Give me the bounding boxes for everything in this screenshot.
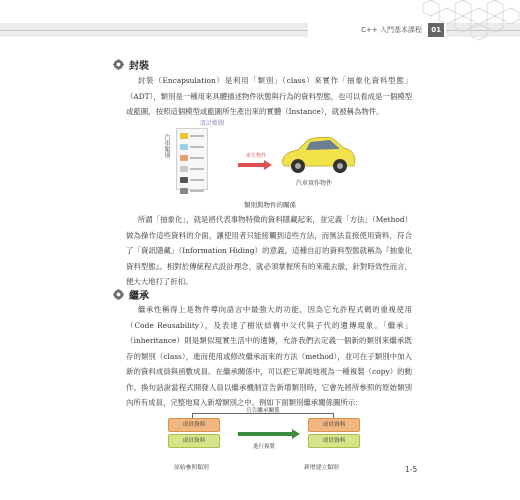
base-member-box: 成員資料 (168, 434, 220, 448)
derived-class-label: 新增建立類別 (304, 465, 339, 471)
inheritance-title: 宣告繼承關係 (246, 408, 280, 414)
section-heading-encapsulation (113, 57, 149, 71)
paragraph: 所謂「抽象化」，就是將代表事物特徵的資料隱藏起來，並定義「方法」（Method）做為操作這些資料的介面，讓使用者只能接觸到這些方法，而無法直接使用資料，符合了「資訊隱藏」（Information Hiding）的意義，這種自訂的資料型態就稱為『抽象化資料型態』。相對於傳統程式設計理念，就必須掌握所有的來龍去脈，針對時效性而言，便大大地打了折扣。 (126, 215, 412, 286)
arrow-right-icon (238, 429, 300, 439)
section-title: 繼承 (129, 290, 149, 302)
running-header (308, 23, 446, 37)
section-title: 封裝 (129, 60, 149, 72)
chapter-badge: 01 (428, 23, 444, 37)
figure-inheritance (168, 406, 360, 471)
figure-class-object (160, 118, 370, 198)
derived-member-box: 成員資料 (308, 418, 360, 432)
class-side-label: 汽車類別 (163, 134, 170, 158)
section-heading-inheritance (113, 287, 149, 301)
base-member-box: 成員資料 (168, 418, 220, 432)
gear-icon (113, 59, 124, 70)
class-label: 設計藍圖 (200, 120, 225, 127)
car-image (278, 128, 358, 178)
arrow-right-icon (238, 160, 272, 170)
paragraph: 封裝（Encapsulation）是利用「類別」（class）來實作「抽象化資料型態」（ADT），類別是一種用來具體描述物件狀態與行為的資料型態，也可以看成是一個模型或藍圖，按照這個模型或藍圖所生產出來的實體（Instance），就被稱為物件。 (126, 76, 412, 116)
class-blueprint-card (176, 128, 208, 190)
derived-member-box: 成員資料 (308, 434, 360, 448)
base-class-label: 原始參照類別 (174, 465, 209, 471)
copy-label: 進行複製 (253, 444, 275, 450)
gear-icon (113, 289, 124, 300)
page-number: 1-5 (405, 465, 418, 474)
running-title: C++ 入門基本課程 (361, 26, 423, 34)
object-label: 汽車實作物件 (296, 180, 333, 187)
paragraph: 繼承性稱得上是物件導向語言中最強大的功能，因為它允許程式碼的重複使用（Code Reusability），及表達了樹狀結構中父代與子代的遺傳現象。「繼承」（inheritance）則是類似現實生活中的遺傳，允許我們去定義一個新的類別來繼承既存的類別（class），進而使用或修改繼承而來的方法（method），並可在子類別中加入新的資料成員與函數成員。在繼承關係中，可以把它單純地視為一種複製（copy）的動作。換句話說當程式開發人員以繼承機制宣告新增類別時，它會先將所參照的原始類別內所有成員，完整地寫入新增類別之中。例如下面類別繼承關係圖所示： (126, 305, 412, 407)
arrow-label: 產生物件 (246, 153, 267, 159)
figure-caption: 類別與物件的關係 (244, 201, 296, 209)
